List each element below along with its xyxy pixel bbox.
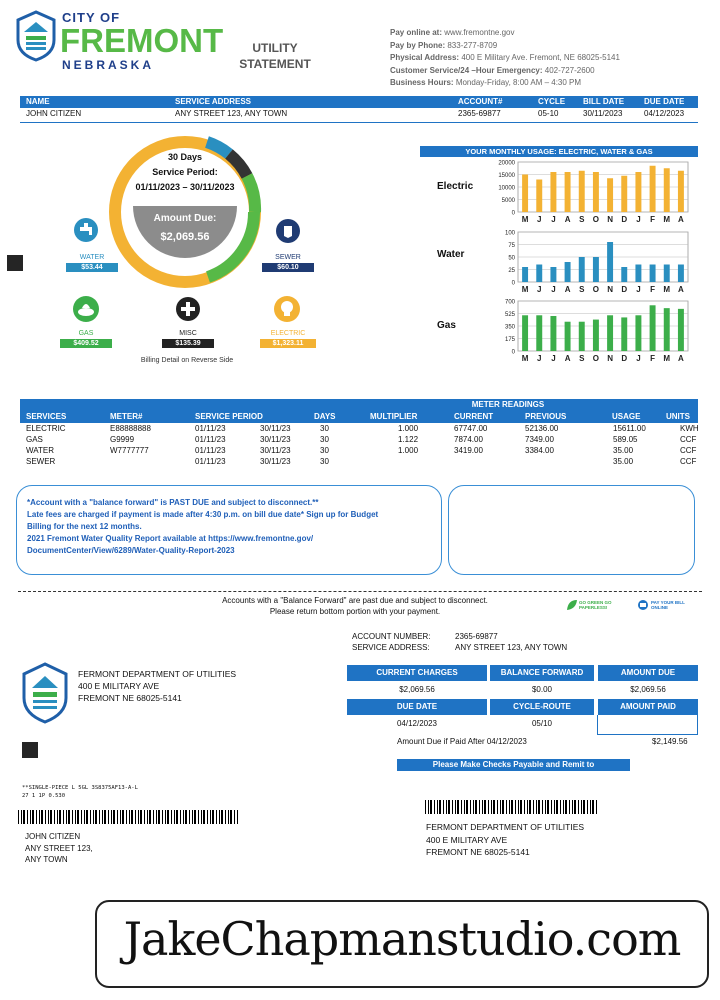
city-logo [16, 10, 224, 74]
meter-cell: 30 [320, 457, 329, 466]
misc-plus-icon [175, 296, 201, 322]
chart-bar [664, 265, 670, 283]
pay-phone-label: Pay by Phone: [390, 40, 446, 50]
chart-bar [650, 265, 656, 283]
chart-bar [536, 180, 542, 213]
meter-cell: 589.05 [613, 435, 638, 444]
chart-ytick-label: 15000 [498, 173, 515, 179]
chart-bar [635, 315, 641, 351]
gas-flame-icon [72, 295, 100, 323]
chart-bar [565, 262, 571, 282]
amount-due-label: Amount Due: [153, 213, 217, 224]
meter-header-units: UNITS [666, 412, 690, 421]
due-date-header: DUE DATE [347, 699, 487, 715]
meter-cell: 1.000 [398, 424, 419, 433]
chart-bar [550, 316, 556, 351]
meter-cell: ELECTRIC [26, 424, 66, 433]
chart-bar [607, 242, 613, 282]
statement-title-line2: STATEMENT [239, 57, 311, 71]
meter-cell: WATER [26, 446, 54, 455]
chart-xtick-label: M [521, 285, 529, 294]
meter-cell: 30 [320, 424, 329, 433]
chart-bar [678, 265, 684, 283]
balance-forward-header: BALANCE FORWARD [490, 665, 594, 681]
service-period-label: Service Period: [152, 167, 218, 177]
meter-cell: 30/11/23 [260, 435, 291, 444]
chart-bar [621, 176, 627, 212]
chart-ytick-label: 175 [504, 337, 515, 343]
mail-code-line-1: **SINGLE-PIECE L 5GL 3S8375AF13-A-L [22, 785, 138, 791]
chart-bar [579, 322, 585, 351]
customer-service-value: 402-727-2600 [544, 65, 595, 75]
account-cycle: 05-10 [538, 109, 559, 118]
electric-chart-label: Electric [437, 181, 474, 192]
header-service-address: SERVICE ADDRESS [175, 97, 252, 106]
customer-line-1: JOHN CITIZEN [25, 832, 81, 841]
chart-xtick-label: J [551, 285, 556, 294]
chart-ytick-label: 700 [504, 299, 515, 306]
stub-account-number-value: 2365-69877 [455, 632, 498, 641]
meter-cell: GAS [26, 435, 43, 444]
account-number: 2365-69877 [458, 109, 501, 118]
pay-phone-value: 833-277-8709 [447, 40, 498, 50]
chart-bar [650, 305, 656, 351]
customer-address [25, 831, 93, 866]
billing-detail-note: Billing Detail on Reverse Side [140, 357, 234, 364]
meter-cell: 1.122 [398, 435, 419, 444]
chart-ytick-label: 75 [508, 243, 515, 249]
meter-cell: 67747.00 [454, 424, 488, 433]
chart-xtick-label: S [579, 354, 585, 363]
chart-ytick-label: 525 [504, 312, 515, 318]
chart-xtick-label: S [579, 285, 585, 294]
chart-bar [522, 315, 528, 351]
sewer-amount: $60.10 [262, 263, 314, 272]
meter-cell: 15611.00 [613, 424, 646, 433]
business-hours-value: Monday-Friday, 8:00 AM – 4:30 PM [455, 78, 582, 87]
meter-readings-title: METER READINGS [471, 400, 545, 409]
chart-ytick-label: 50 [508, 255, 515, 262]
stub-account-number-label: ACCOUNT NUMBER: [352, 632, 431, 641]
chart-bar [621, 317, 627, 351]
amount-due-value: $2,069.56 [160, 231, 210, 243]
meter-header-meter: METER# [110, 412, 143, 421]
remit-barcode [425, 800, 597, 814]
chart-bar [635, 172, 641, 212]
pay-online-icon[interactable] [637, 599, 649, 611]
account-service-address: ANY STREET 123, ANY TOWN [175, 109, 288, 118]
department-line-2: 400 E MILITARY AVE [78, 681, 160, 691]
chart-xtick-label: N [607, 285, 613, 294]
chart-xtick-label: S [579, 215, 585, 224]
pay-online-link[interactable]: www.fremontne.gov [444, 28, 515, 37]
statement-title [230, 40, 320, 72]
remit-address [426, 821, 584, 859]
meter-cell: E88888888 [110, 424, 151, 433]
due-date-value: 04/12/2023 [396, 719, 438, 728]
header-cycle: CYCLE [538, 97, 566, 106]
meter-cell: 52136.00 [525, 424, 559, 433]
chart-xtick-label: D [621, 354, 628, 363]
chart-bar [621, 267, 627, 282]
gas-label: GAS [78, 330, 94, 337]
chart-xtick-label: J [537, 354, 542, 363]
meter-cell: G9999 [110, 435, 135, 444]
meter-cell: 35.00 [613, 446, 634, 455]
current-charges-header: CURRENT CHARGES [347, 665, 487, 681]
chart-bar [536, 315, 542, 351]
chart-bar [565, 322, 571, 351]
physical-address-value: 400 E Military Ave. Fremont, NE 68025-5141 [461, 53, 620, 62]
meter-header-previous: PREVIOUS [525, 412, 567, 421]
late-amount-label: Amount Due if Paid After 04/12/2023 [397, 737, 527, 746]
checks-payable-bar: Please Make Checks Payable and Remit to [397, 759, 630, 771]
chart-bar [579, 171, 585, 212]
account-values-row [20, 109, 698, 121]
pay-online-text[interactable]: PAY YOUR BILL ONLINE [651, 600, 685, 610]
chart-bar [550, 172, 556, 212]
account-header-bar [20, 96, 698, 108]
chart-xtick-label: M [663, 354, 671, 363]
meter-header-current: CURRENT [454, 412, 494, 421]
balance-forward-value: $0.00 [531, 685, 553, 694]
customer-service-label: Customer Service/24 –Hour Emergency: [390, 65, 543, 75]
account-name: JOHN CITIZEN [26, 109, 82, 118]
meter-cell: CCF [680, 446, 697, 455]
chart-xtick-label: D [621, 285, 628, 294]
chart-bar [565, 172, 571, 212]
meter-header-services: SERVICES [26, 412, 67, 421]
chart-ytick-label: 350 [504, 324, 515, 331]
meter-cell: 30/11/23 [260, 424, 291, 433]
meter-row [20, 457, 698, 468]
header-due-date: DUE DATE [644, 97, 685, 106]
amount-paid-input[interactable] [597, 715, 698, 735]
chart-xtick-label: O [592, 215, 600, 224]
meter-cell: W7777777 [110, 446, 149, 455]
department-address [78, 668, 236, 704]
chart-xtick-label: N [607, 354, 613, 363]
remit-line-3: FREMONT NE 68025-5141 [426, 847, 530, 857]
chart-bar [593, 320, 599, 351]
meter-cell: 3419.00 [454, 446, 483, 455]
misc-label: MISC [179, 330, 197, 337]
meter-cell: CCF [680, 457, 697, 466]
chart-xtick-label: F [650, 354, 656, 363]
meter-header-service-period: SERVICE PERIOD [195, 412, 263, 421]
electric-bulb-icon [273, 295, 301, 323]
cycle-route-header: CYCLE-ROUTE [490, 699, 594, 715]
meter-row [20, 435, 698, 446]
current-charges-value: $2,069.56 [399, 685, 435, 694]
chart-bar [522, 267, 528, 282]
meter-cell: 35.00 [613, 457, 634, 466]
meter-cell: 1.000 [398, 446, 419, 455]
chart-bar [607, 178, 613, 212]
stub-account-info [352, 631, 567, 653]
service-period-value: 01/11/2023 – 30/11/2023 [135, 182, 235, 192]
meter-readings-bar [20, 399, 698, 423]
sewer-label: SEWER [275, 254, 301, 261]
chart-xtick-label: A [564, 215, 571, 224]
business-hours-label: Business Hours: [390, 78, 454, 87]
chart-xtick-label: M [521, 215, 529, 224]
water-amount: $53.44 [66, 263, 118, 272]
meter-cell: 01/11/23 [195, 457, 226, 466]
gas-amount: $409.52 [60, 339, 112, 348]
header-bill-date: BILL DATE [583, 97, 625, 106]
meter-cell: KWH [680, 424, 699, 433]
electric-label: ELECTRIC [270, 330, 306, 337]
chart-xtick-label: O [592, 285, 600, 294]
water-faucet-icon [73, 217, 99, 243]
gas-chart-label: Gas [437, 320, 456, 331]
notice-line-3: Billing for the next 12 months. [27, 522, 142, 531]
notice-box-left [16, 485, 442, 575]
chart-xtick-label: J [636, 215, 641, 224]
chart-bar [650, 166, 656, 212]
remit-line-2: 400 E MILITARY AVE [426, 834, 508, 845]
meter-header-days: DAYS [314, 412, 336, 421]
chart-xtick-label: A [678, 354, 684, 363]
chart-xtick-label: M [663, 285, 671, 294]
department-shield-icon [22, 662, 68, 724]
meter-cell: 30/11/23 [260, 446, 291, 455]
header-account: ACCOUNT# [458, 97, 503, 106]
chart-ytick-label: 10000 [498, 185, 515, 192]
notice-line-5[interactable]: DocumentCenter/View/6289/Water-Quality-Report-2023 [27, 546, 235, 555]
account-row-rule [20, 122, 698, 123]
customer-barcode [18, 810, 238, 824]
amount-due-header: AMOUNT DUE [598, 665, 698, 681]
chart-ytick-label: 20000 [498, 160, 515, 167]
late-amount-value: $2,149.56 [652, 737, 688, 746]
stub-service-address-value: ANY STREET 123, ANY TOWN [455, 643, 568, 652]
stub-service-address-label: SERVICE ADDRESS: [352, 643, 430, 652]
notice-line-1: *Account with a "balance forward" is PAST DUE and subject to disconnect.** [27, 498, 319, 507]
meter-cell: 01/11/23 [195, 446, 226, 455]
cycle-route-value: 05/10 [531, 719, 553, 728]
shield-icon [16, 10, 56, 62]
chart-ytick-label: 0 [511, 280, 515, 287]
notice-box-right [448, 485, 695, 575]
chart-xtick-label: F [650, 285, 656, 294]
chart-xtick-label: N [607, 215, 613, 224]
leaf-icon [566, 599, 578, 611]
chart-bar [550, 267, 556, 282]
chart-xtick-label: J [636, 354, 641, 363]
chart-xtick-label: J [537, 215, 542, 224]
chart-xtick-label: J [551, 354, 556, 363]
city-top-text: CITY OF [62, 10, 121, 25]
chart-bar [579, 257, 585, 282]
usage-charts [480, 158, 700, 368]
meter-cell: 30/11/23 [260, 457, 291, 466]
amount-paid-header: AMOUNT PAID [598, 699, 698, 715]
chart-ytick-label: 100 [504, 230, 515, 237]
meter-cell: SEWER [26, 457, 56, 466]
meter-cell: CCF [680, 435, 697, 444]
chart-xtick-label: M [663, 215, 671, 224]
chart-bar [607, 315, 613, 351]
chart-xtick-label: O [592, 354, 600, 363]
chart-xtick-label: D [621, 215, 628, 224]
watermark-box [95, 900, 709, 988]
meter-row [20, 424, 698, 435]
chart-bar [593, 172, 599, 212]
meter-cell: 3384.00 [525, 446, 554, 455]
city-name-text: FREMONT [60, 22, 224, 59]
meter-cell: 7874.00 [454, 435, 483, 444]
go-green-text: GO GREEN GO PAPERLESS! [579, 600, 612, 610]
chart-bar [522, 175, 528, 213]
state-text: NEBRASKA [62, 58, 155, 72]
misc-amount: $135.39 [162, 339, 214, 348]
account-bill-date: 30/11/2023 [583, 109, 623, 118]
watermark-text: JakeChapmanstudio.com [123, 912, 681, 966]
chart-bar [593, 257, 599, 282]
chart-bar [664, 168, 670, 212]
remit-line-1: FERMONT DEPARTMENT OF UTILITIES [426, 822, 585, 832]
sewer-icon [275, 218, 301, 244]
chart-bar [635, 265, 641, 283]
department-line-3: FREMONT NE 68025-5141 [78, 693, 182, 703]
meter-rows [20, 424, 698, 472]
department-line-1: FERMONT DEPARTMENT OF UTILITIES [78, 669, 237, 679]
qr-code-icon [7, 255, 23, 271]
meter-cell: 01/11/23 [195, 424, 226, 433]
customer-line-3: ANY TOWN [25, 855, 68, 864]
amount-due-stub-value: $2,069.56 [630, 685, 666, 694]
chart-ytick-label: 0 [511, 210, 515, 217]
electric-amount: $1,323.11 [260, 339, 316, 348]
meter-cell: 7349.00 [525, 435, 554, 444]
meter-header-multiplier: MULTIPLIER [370, 412, 418, 421]
chart-xtick-label: F [650, 215, 656, 224]
chart-xtick-label: A [678, 215, 684, 224]
chart-xtick-label: J [551, 215, 556, 224]
notice-line-2: Late fees are charged if payment is made after 4:30 p.m. on bill due date* Sign up for Budget [27, 510, 379, 519]
contact-info [390, 27, 620, 90]
physical-address-label: Physical Address: [390, 53, 460, 62]
chart-bar [678, 171, 684, 212]
notice-line-4[interactable]: 2021 Fremont Water Quality Report available at https://www.fremontne.gov/ [27, 534, 314, 543]
chart-xtick-label: A [564, 285, 571, 294]
usage-title-bar: YOUR MONTHLY USAGE: ELECTRIC, WATER & GAS [420, 146, 698, 157]
customer-line-2: ANY STREET 123, [25, 843, 93, 853]
chart-xtick-label: A [678, 285, 684, 294]
tear-line [18, 591, 702, 592]
mail-code [22, 784, 138, 800]
stub-notice-1: Accounts with a "Balance Forward" are past due and subject to disconnect. [222, 596, 488, 605]
statement-title-line1: UTILITY [252, 41, 298, 55]
chart-ytick-label: 0 [511, 349, 515, 356]
chart-xtick-label: J [537, 285, 542, 294]
pay-online-label: Pay online at: [390, 28, 443, 37]
meter-cell: 01/11/23 [195, 435, 226, 444]
account-due-date: 04/12/2023 [644, 109, 685, 118]
service-days: 30 Days [167, 152, 203, 162]
stub-notice-2: Please return bottom portion with your payment. [269, 607, 441, 616]
notice-text [27, 497, 378, 557]
chart-bar [664, 308, 670, 351]
meter-header-usage: USAGE [612, 412, 641, 421]
chart-xtick-label: A [564, 354, 571, 363]
chart-xtick-label: M [521, 354, 529, 363]
mail-code-line-2: 27 1 1P 0.530 [22, 793, 66, 799]
stub-qr-code-icon [22, 742, 38, 758]
chart-bar [536, 265, 542, 283]
chart-ytick-label: 5000 [501, 198, 515, 204]
meter-cell: 30 [320, 446, 329, 455]
meter-cell: 30 [320, 435, 329, 444]
water-label: WATER [79, 254, 105, 261]
meter-row [20, 446, 698, 457]
water-chart-label: Water [437, 249, 465, 260]
chart-ytick-label: 25 [508, 268, 515, 274]
header-name: NAME [26, 97, 50, 106]
chart-bar [678, 309, 684, 351]
chart-xtick-label: J [636, 285, 641, 294]
